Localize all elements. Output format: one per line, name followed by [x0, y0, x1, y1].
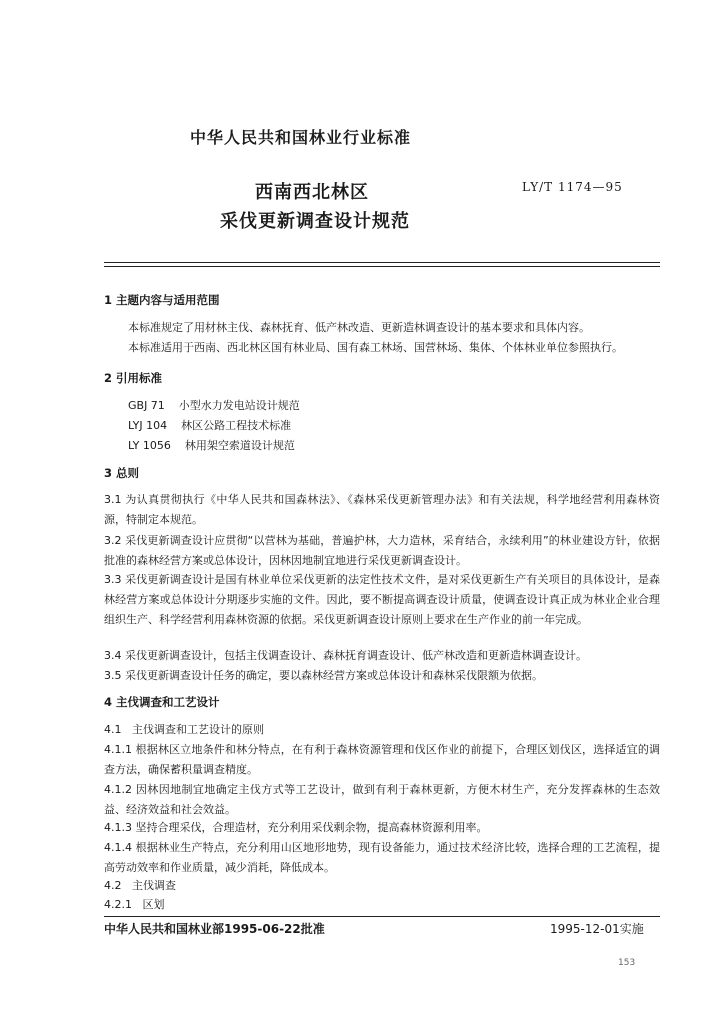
section-1-para-1: 本标准规定了用材林主伐、森林抚育、低产林改造、更新造林调查设计的基本要求和具体内容。: [128, 321, 590, 334]
reference-1: GBJ 71 小型水力发电站设计规范: [128, 399, 300, 412]
clause-4-1-4: 4.1.4 根据林业生产特点，充分利用山区地形地势，现有设备能力，通过技术经济比较，选择合理的工艺流程，提高劳动效率和作业质量，减少消耗，降低成本。: [104, 841, 660, 874]
section-1-para-2: 本标准适用于西南、西北林区国有林业局、国有森工林场、国营林场、集体、个体林业单位参照执行。: [128, 341, 623, 354]
clause-3-5: 3.5 采伐更新调查设计任务的确定，要以森林经营方案或总体设计和森林采伐限额为依据。: [104, 669, 543, 682]
effective-date: 1995-12-01实施: [550, 922, 644, 936]
clause-4-1-3: 4.1.3 坚持合理采伐，合理造材，充分利用采伐剩余物，提高森林资源利用率。: [104, 821, 488, 834]
reference-2: LYJ 104 林区公路工程技术标准: [128, 419, 292, 432]
agency-title: 中华人民共和国林业行业标准: [190, 128, 412, 147]
page-number: 153: [618, 958, 636, 968]
issue-approval: 中华人民共和国林业部1995-06-22批准: [104, 922, 325, 936]
clause-3-3: 3.3 采伐更新调查设计是国有林业单位采伐更新的法定性技术文件，是对采伐更新生产有关项目的具体设计，是森林经营方案或总体设计分期逐步实施的文件。因此，要不断提高调查设计质量，使调查设计真正成为林业企业合理组织生产、科学经营利用森林资源的依据。采伐更新调查设计原则上要求在生产作业的前一年完成。: [104, 573, 660, 626]
reference-3: LY 1056 林用架空索道设计规范: [128, 439, 295, 452]
section-3-heading: 3 总则: [104, 466, 140, 480]
clause-4-1-2: 4.1.2 因林因地制宜地确定主伐方式等工艺设计，做到有利于森林更新，方便木材生产，充分发挥森林的生态效益、经济效益和社会效益。: [104, 783, 660, 816]
header-rule-bottom: [104, 266, 660, 267]
document-title-line1: 西南西北林区: [255, 182, 369, 203]
clause-4-2: 4.2 主伐调查: [104, 879, 176, 892]
section-4-heading: 4 主伐调查和工艺设计: [104, 695, 220, 709]
standard-code: LY/T 1174—95: [522, 180, 623, 194]
document-title-line2: 采伐更新调查设计规范: [220, 211, 410, 232]
section-2-heading: 2 引用标准: [104, 371, 163, 385]
section-1-heading: 1 主题内容与适用范围: [104, 293, 220, 307]
clause-3-1: 3.1 为认真贯彻执行《中华人民共和国森林法》、《森林采伐更新管理办法》和有关法规，科学地经营利用森林资源，特制定本规范。: [104, 493, 660, 526]
clause-4-1: 4.1 主伐调查和工艺设计的原则: [104, 723, 264, 736]
clause-4-2-1: 4.2.1 区划: [104, 898, 165, 911]
clause-4-1-1: 4.1.1 根据林区立地条件和林分特点，在有利于森林资源管理和伐区作业的前提下，合理区划伐区，选择适宜的调查方法，确保蓄积量调查精度。: [104, 743, 660, 776]
header-rule-top: [104, 262, 660, 263]
clause-3-2: 3.2 采伐更新调查设计应贯彻“以营林为基础，普遍护林，大力造林，采育结合，永续利用”的林业建设方针，依据批准的森林经营方案或总体设计，因林因地制宜地进行采伐更新调查设计。: [104, 534, 660, 567]
clause-3-4: 3.4 采伐更新调查设计，包括主伐调查设计、森林抚育调查设计、低产林改造和更新造林调查设计。: [104, 649, 587, 662]
footer-rule: [104, 916, 660, 917]
